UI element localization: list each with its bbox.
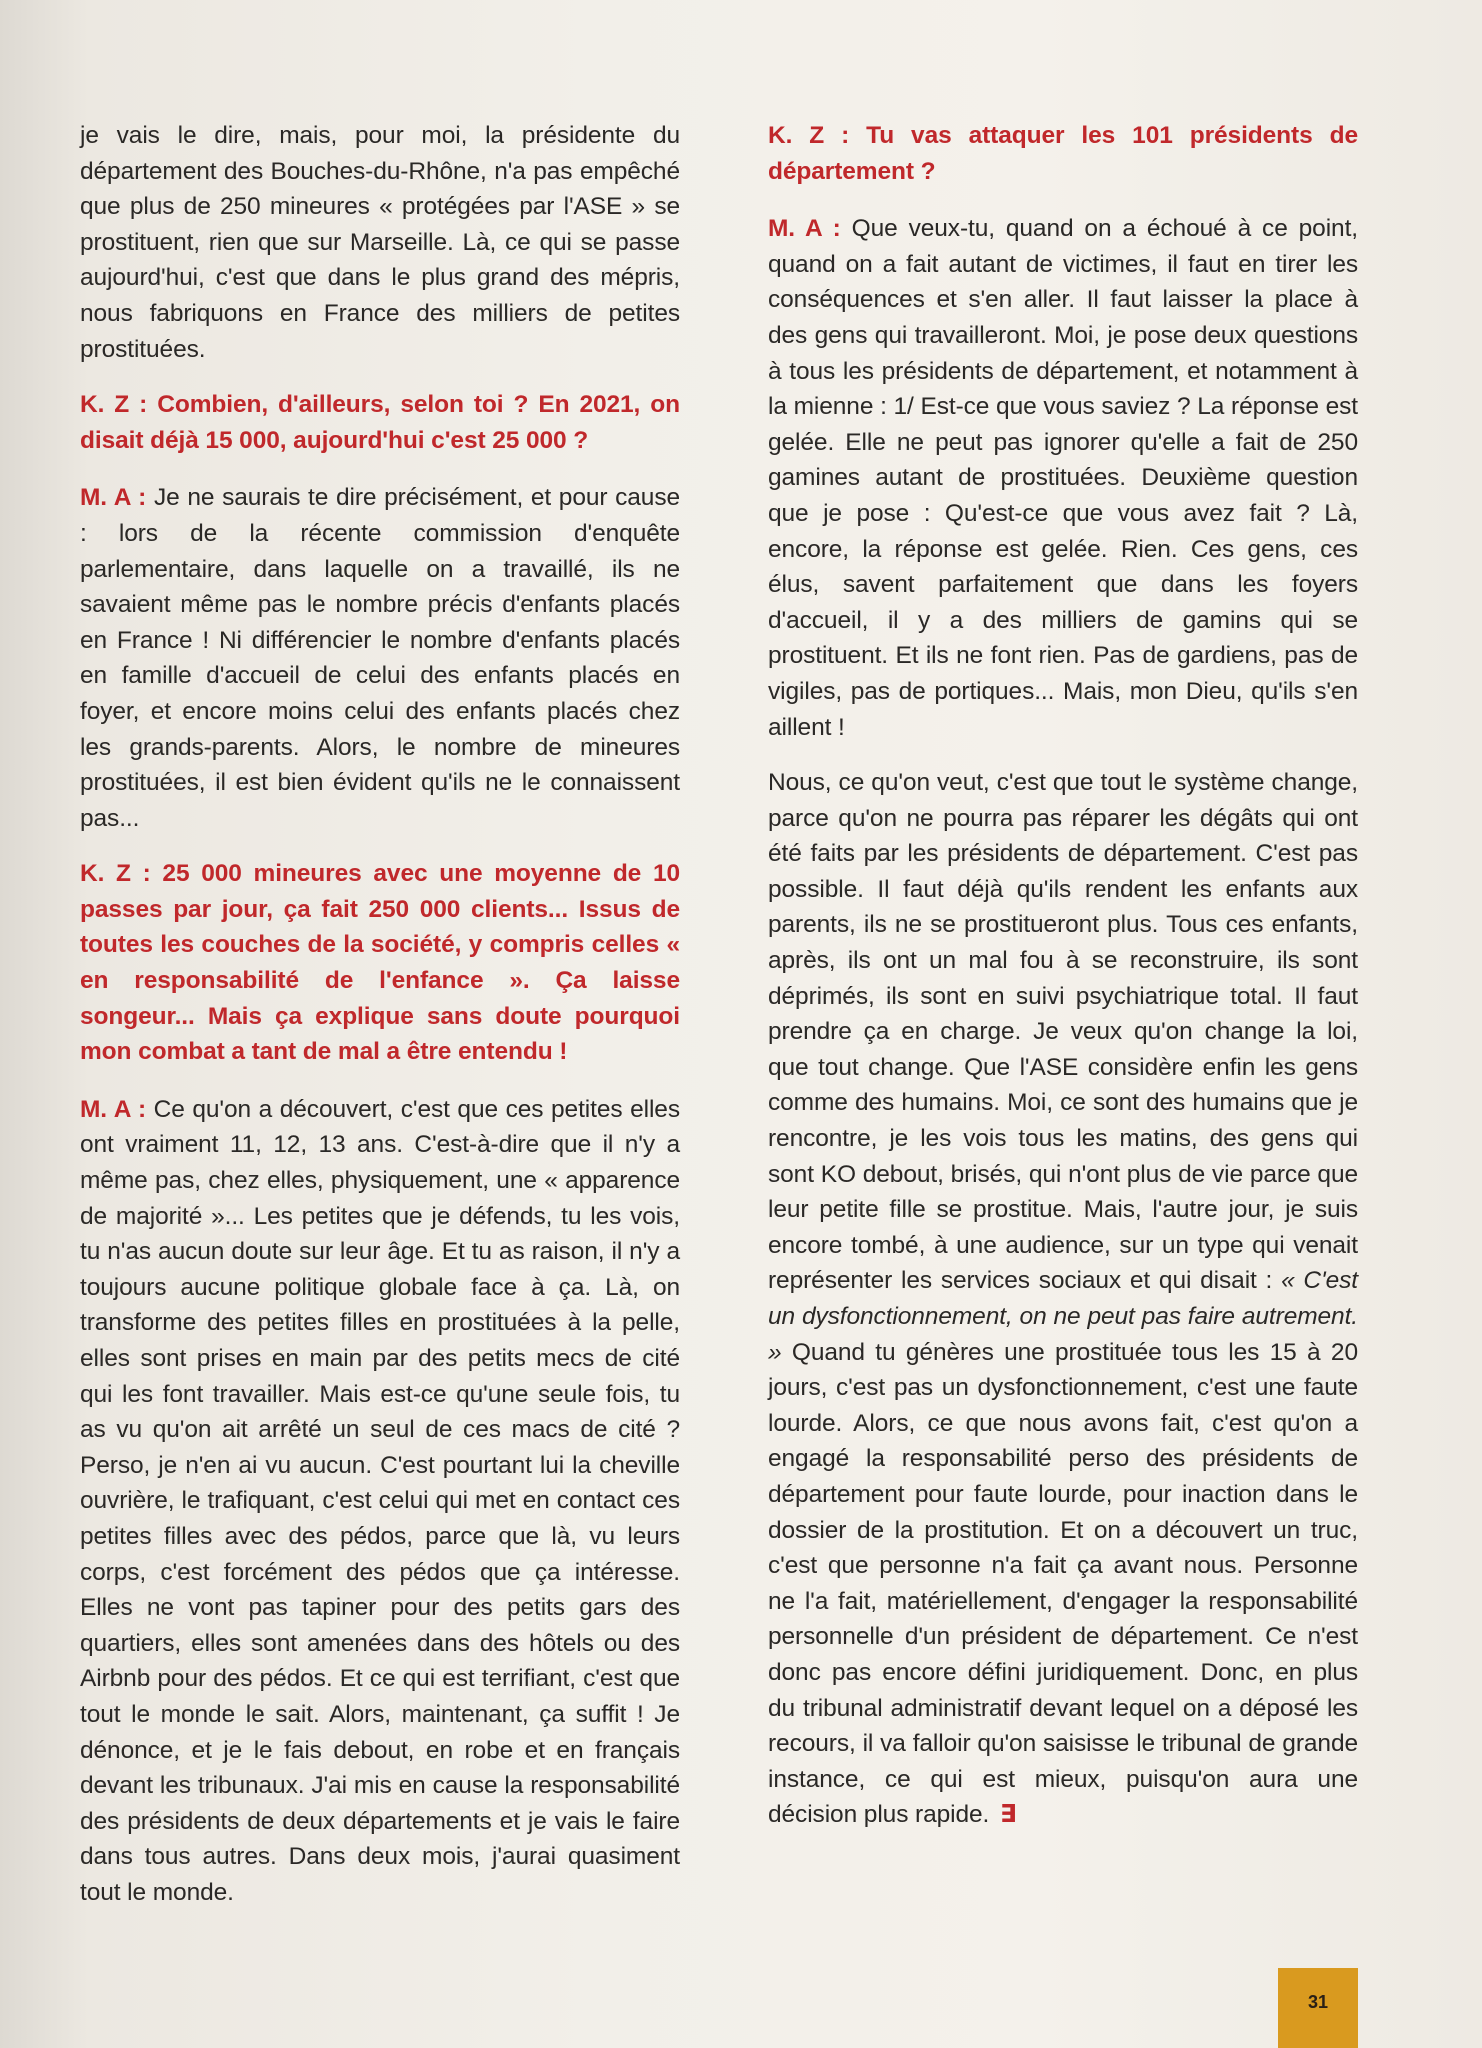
page-number-tab [1278,1968,1358,2048]
paragraph-text: Nous, ce qu'on veut, c'est que tout le système change, parce qu'on ne pourra pas réparer les dégâts qui ont été faits par les présidents de département. C'est pas possible. Il faut déjà qu'ils rendent les enfants aux parents, ils ne se prostitueront plus. Tous ces enfants, après, ils ont un mal fou à se reconstruire, ils sont déprimés, ils sont en suivi psychiatrique total. Il faut prendre ça en charge. Je veux qu'on change la loi, que tout change. Que l'ASE considère enfin les gens comme des humains. Moi, ce sont des humains que je rencontre, je les vois tous les matins, des gens qui sont KO debout, brisés, qui n'ont plus de vie parce que leur petite fille se prostitue. Mais, l'autre jour, je suis encore tombé, à une audience, sur un type qui venait représenter les services sociaux et qui disait : [768,769,1358,1295]
answer-text: Que veux-tu, quand on a échoué à ce point, quand on a fait autant de victimes, il faut en tirer les conséquences et s'en aller. Il faut laisser la place à des gens qui travailleront. Moi, je pose deux questions à tous les présidents de département, et notamment à la mienne : 1/ Est-ce que vous saviez ? La réponse est gelée. Elle ne peut pas ignorer qu'elle a fait de 250 gamines autant de prostituées. Deuxième question que je pose : Qu'est-ce que vous avez fait ? Là, encore, la réponse est gelée. Rien. Ces gens, ces élus, savent parfaitement que dans les foyers d'accueil, il y a des milliers de gamins qui se prostituent. Et ils ne font rien. Pas de gardiens, pas de vigiles, pas de portiques... Mais, mon Dieu, qu'ils s'en aillent ! [768,215,1358,741]
interviewee-answer [768,211,1358,745]
speaker-label: M. A : [768,215,841,243]
interviewer-question: K. Z : Combien, d'ailleurs, selon toi ? En 2021, on disait déjà 15 000, aujourd'hui c'est 25 000 ? [80,391,680,454]
closing-paragraph [768,765,1358,1833]
quoted-statement: « C'est un dysfonctionnement, on ne peut pas faire autrement. » [768,1267,1358,1366]
end-of-article-mark: ∃ [999,1801,1017,1829]
speaker-label: M. A : [80,484,147,512]
interviewee-answer [80,1092,680,1911]
right-column [768,118,1358,1853]
answer-text: Je ne saurais te dire précisément, et pour cause : lors de la récente commission d'enquête parlementaire, dans laquelle on a travaillé, ils ne savaient même pas le nombre précis d'enfants placés en France ! Ni différencier le nombre d'enfants placés en famille d'accueil de celui des enfants placés en foyer, et encore moins celui des enfants placés chez les grands-parents. Alors, le nombre de mineures prostituées, il est bien évident qu'ils ne le connaissent pas... [80,484,680,832]
answer-text: Ce qu'on a découvert, c'est que ces petites elles ont vraiment 11, 12, 13 ans. C'est-à-dire que il n'y a même pas, chez elles, physiquement, une « apparence de majorité »... Les petites que je défends, tu les vois, tu n'as aucun doute sur leur âge. Et tu as raison, il n'y a toujours aucune politique globale face à ça. Là, on transforme des petites filles en prostituées à la pelle, elles sont prises en main par des petits mecs de cité qui les font travailler. Mais est-ce qu'une seule fois, tu as vu qu'on ait arrêté un seul de ces macs de cité ? Perso, je n'en ai vu aucun. C'est pourtant lui la cheville ouvrière, le trafiquant, c'est celui qui met en contact ces petites filles avec des pédos, parce que là, vu leurs corps, c'est forcément des pédos que ça intéresse. Elles ne vont pas tapiner pour des petits gars des quartiers, elles sont amenées dans des hôtels ou des Airbnb pour des pédos. Et ce qui est terrifiant, c'est que tout le monde le sait. Alors, maintenant, ça suffit ! Je dénonce, et je le fais debout, en robe et en français devant les tribunaux. J'ai mis en cause la responsabilité des présidents de deux départements et je vais le faire dans tous autres. Dans deux mois, j'aurai quasiment tout le monde. [80,1095,680,1906]
interviewer-question: K. Z : 25 000 mineures avec une moyenne de 10 passes par jour, ça fait 250 000 clients... Issus de toutes les couches de la société, y compris celles « en responsabilité de l'enfance ». Ça laisse songeur... Mais ça explique sans doute pourquoi mon combat a tant de mal a être entendu ! [80,860,680,1066]
speaker-label: M. A : [80,1095,147,1123]
left-column [80,118,680,1931]
paragraph: je vais le dire, mais, pour moi, la présidente du département des Bouches-du-Rhône, n'a pas empêché que plus de 250 mineures « protégées par l'ASE » se prostituent, rien que sur Marseille. Là, ce qui se passe aujourd'hui, c'est que dans le plus grand des mépris, nous fabriquons en France des milliers de petites prostituées. [80,122,680,363]
paragraph-text: Quand tu génères une prostituée tous les 15 à 20 jours, c'est pas un dysfonctionnement, c'est une faute lourde. Alors, ce que nous avons fait, c'est qu'on a engagé la responsabilité perso des présidents de département pour faute lourde, pour inaction dans le dossier de la prostitution. Et on a découvert un truc, c'est que personne n'a fait ça avant nous. Personne ne l'a fait, matériellement, d'engager la responsabilité personnelle d'un président de département. Ce n'est donc pas encore défini juridiquement. Donc, en plus du tribunal administratif devant lequel on a déposé les recours, il va falloir qu'on saisisse le tribunal de grande instance, ce qui est mieux, puisqu'on aura une décision plus rapide. [768,1338,1358,1829]
interviewee-answer [80,480,680,836]
page-number: 31 [1307,1992,1329,2012]
interviewer-question: K. Z : Tu vas attaquer les 101 présidents de département ? [768,122,1358,185]
